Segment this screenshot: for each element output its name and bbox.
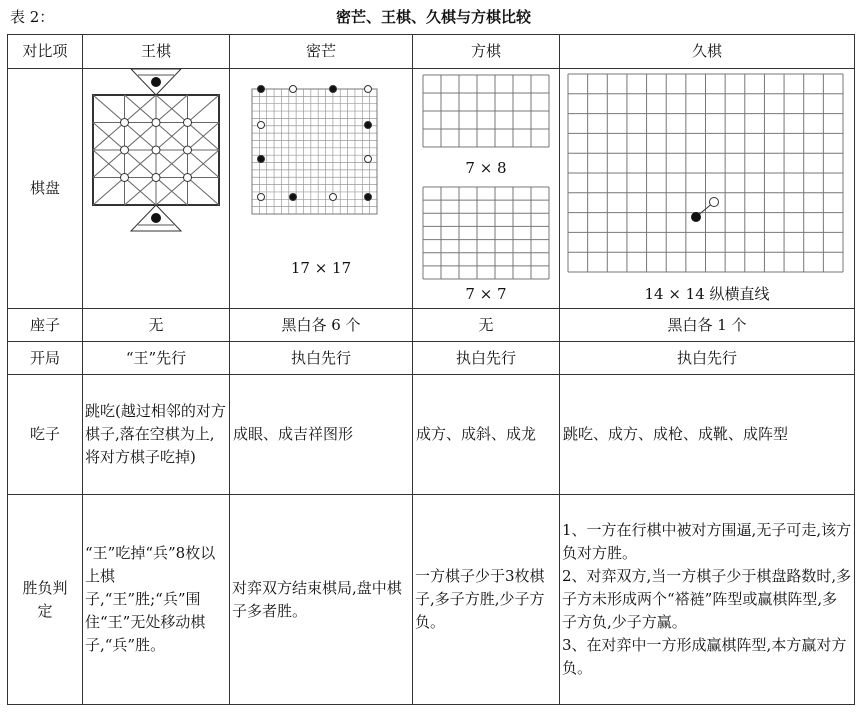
kaiju-wangqi: “王”先行 bbox=[83, 342, 230, 375]
row-label-chizi: 吃子 bbox=[8, 375, 83, 495]
fangqi-board-cell bbox=[413, 69, 560, 309]
zuozi-row bbox=[8, 309, 855, 342]
header-row bbox=[8, 35, 855, 69]
chizi-wangqi: 跳吃(越过相邻的对方棋子,落在空棋为上,将对方棋子吃掉) bbox=[83, 375, 230, 495]
zuozi-jiuqi: 黑白各 1 个 bbox=[560, 309, 855, 342]
chizi-row bbox=[8, 375, 855, 495]
jiuqi-size-label: 14 × 14 纵横直线 bbox=[644, 285, 770, 303]
chizi-fangqi: 成方、成斜、成龙 bbox=[413, 375, 560, 495]
header-wangqi: 王棋 bbox=[83, 35, 230, 69]
header-fangqi: 方棋 bbox=[413, 35, 560, 69]
row-label-shengfu: 胜负判定 bbox=[8, 495, 83, 705]
zuozi-mimang: 黑白各 6 个 bbox=[230, 309, 413, 342]
fangqi-board-diagram-bottom bbox=[413, 181, 560, 291]
zuozi-fangqi: 无 bbox=[413, 309, 560, 342]
row-label-kaiju: 开局 bbox=[8, 342, 83, 375]
shengfu-fangqi: 一方棋子少于3枚棋子,多子方胜,少子方负。 bbox=[413, 495, 560, 705]
fangqi-size-label-b: 7 × 7 bbox=[465, 285, 507, 303]
header-jiuqi: 久棋 bbox=[560, 35, 855, 69]
mimang-board-cell bbox=[230, 69, 413, 309]
kaiju-mimang: 执白先行 bbox=[230, 342, 413, 375]
fangqi-board-diagram-top bbox=[413, 69, 560, 159]
table-label: 表 2： bbox=[10, 8, 55, 26]
jiuqi-rule-2: 2、对弈双方,当一方棋子少于棋盘路数时,多子方未形成两个“褡裢”阵型或赢棋阵型,多子方负,少子方赢。 bbox=[562, 567, 852, 631]
row-label-zuozi: 座子 bbox=[8, 309, 83, 342]
header-item: 对比项 bbox=[8, 35, 83, 69]
shengfu-wangqi: “王”吃掉“兵”8枚以上棋子,“王”胜;“兵”围住“王”无处移动棋子,“兵”胜。 bbox=[83, 495, 230, 705]
fangqi-size-label-a: 7 × 8 bbox=[465, 159, 507, 177]
jiuqi-rule-3: 3、在对弈中一方形成赢棋阵型,本方赢对方负。 bbox=[562, 636, 847, 677]
board-row bbox=[8, 69, 855, 309]
header-mimang: 密芒 bbox=[230, 35, 413, 69]
row-label-board: 棋盘 bbox=[8, 69, 83, 309]
wangqi-board-diagram bbox=[83, 69, 230, 309]
jiuqi-rule-1: 1、一方在行棋中被对方围逼,无子可走,该方负对方胜。 bbox=[562, 521, 852, 562]
chizi-jiuqi: 跳吃、成方、成枪、成靴、成阵型 bbox=[560, 375, 855, 495]
comparison-table bbox=[7, 34, 855, 705]
chizi-mimang: 成眼、成吉祥图形 bbox=[230, 375, 413, 495]
shengfu-row bbox=[8, 495, 855, 705]
kaiju-fangqi: 执白先行 bbox=[413, 342, 560, 375]
shengfu-jiuqi bbox=[560, 495, 855, 705]
kaiju-row bbox=[8, 342, 855, 375]
kaiju-jiuqi: 执白先行 bbox=[560, 342, 855, 375]
shengfu-mimang: 对弈双方结束棋局,盘中棋子多者胜。 bbox=[230, 495, 413, 705]
wangqi-board-cell bbox=[83, 69, 230, 309]
jiuqi-board-diagram bbox=[560, 69, 855, 279]
mimang-size-label: 17 × 17 bbox=[290, 259, 352, 277]
jiuqi-board-cell bbox=[560, 69, 855, 309]
table-title: 密芒、王棋、久棋与方棋比较 bbox=[335, 8, 531, 26]
zuozi-wangqi: 无 bbox=[83, 309, 230, 342]
